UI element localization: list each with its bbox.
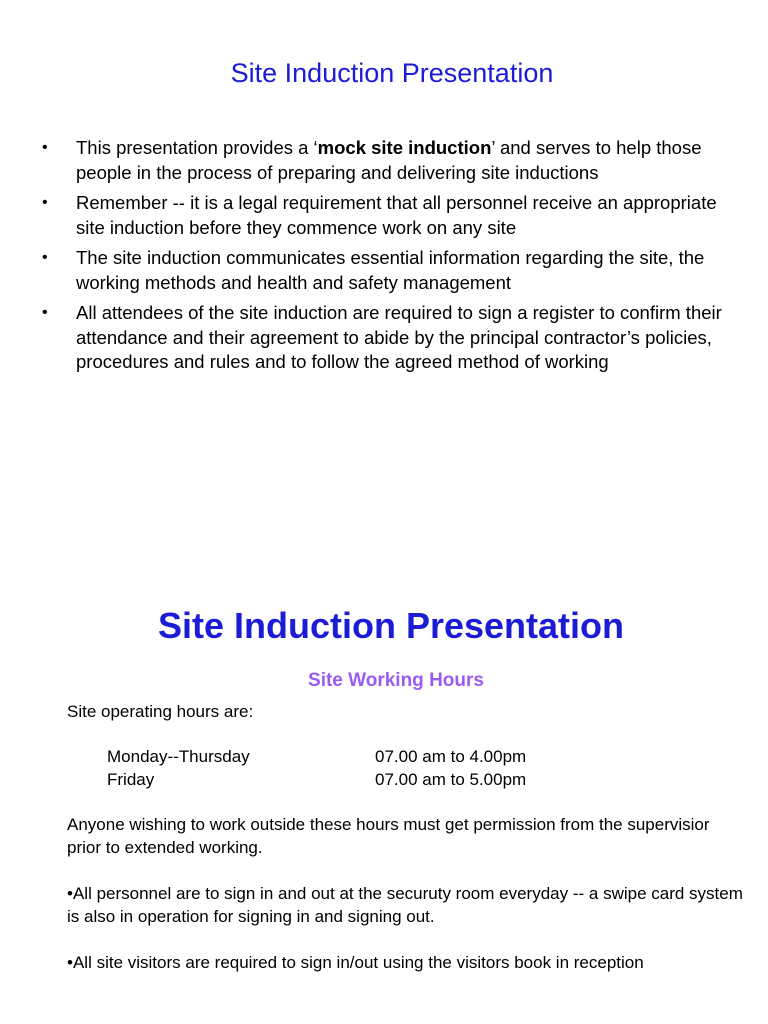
hours-row bbox=[107, 768, 747, 791]
slide-2-body bbox=[67, 700, 747, 974]
sign-in-note: •All personnel are to sign in and out at the securuty room everyday -- a swipe card system is also in operation for signing in and signing out. bbox=[67, 884, 743, 926]
bullet-item: • All attendees of the site induction are required to sign a register to confirm their attendance and their agreement to abide by the principal contractor’s policies, procedures and rules and to follow the agreed method of working bbox=[42, 302, 722, 372]
slide-1-bullet-list bbox=[42, 136, 722, 381]
hours-time: 07.00 am to 5.00pm bbox=[375, 770, 527, 789]
slide-1-title: Site Induction Presentation bbox=[230, 58, 554, 88]
hours-table bbox=[107, 745, 747, 791]
bullet-item: • Remember -- it is a legal requirement that all personnel receive an appropriate site induction before they commence work on any site bbox=[42, 192, 717, 238]
bullet-item: • This presentation provides a ‘mock site induction’ and serves to help those people in the process of preparing and delivering site inductions bbox=[42, 137, 702, 183]
bullet-icon: • bbox=[42, 139, 48, 156]
bullet-icon: • bbox=[42, 194, 48, 211]
slide-2-title: Site Induction Presentation bbox=[157, 605, 625, 646]
slide-2 bbox=[0, 520, 768, 1024]
hours-row bbox=[107, 745, 747, 768]
bullet-item: • The site induction communicates essential information regarding the site, the working methods and health and safety management bbox=[42, 247, 705, 293]
permission-note: Anyone wishing to work outside these hours must get permission from the supervisior prior to extended working. bbox=[67, 815, 710, 857]
hours-intro: Site operating hours are: bbox=[67, 702, 254, 721]
bullet-icon: • bbox=[42, 249, 48, 266]
bold-phrase: mock site induction bbox=[317, 137, 492, 158]
hours-day: Friday bbox=[107, 770, 155, 789]
slide-2-subtitle: Site Working Hours bbox=[308, 670, 484, 691]
hours-time: 07.00 am to 4.00pm bbox=[375, 747, 527, 766]
bullet-icon: • bbox=[42, 304, 48, 321]
hours-day: Monday--Thursday bbox=[107, 747, 250, 766]
visitors-note: •All site visitors are required to sign in/out using the visitors book in reception bbox=[67, 953, 644, 972]
